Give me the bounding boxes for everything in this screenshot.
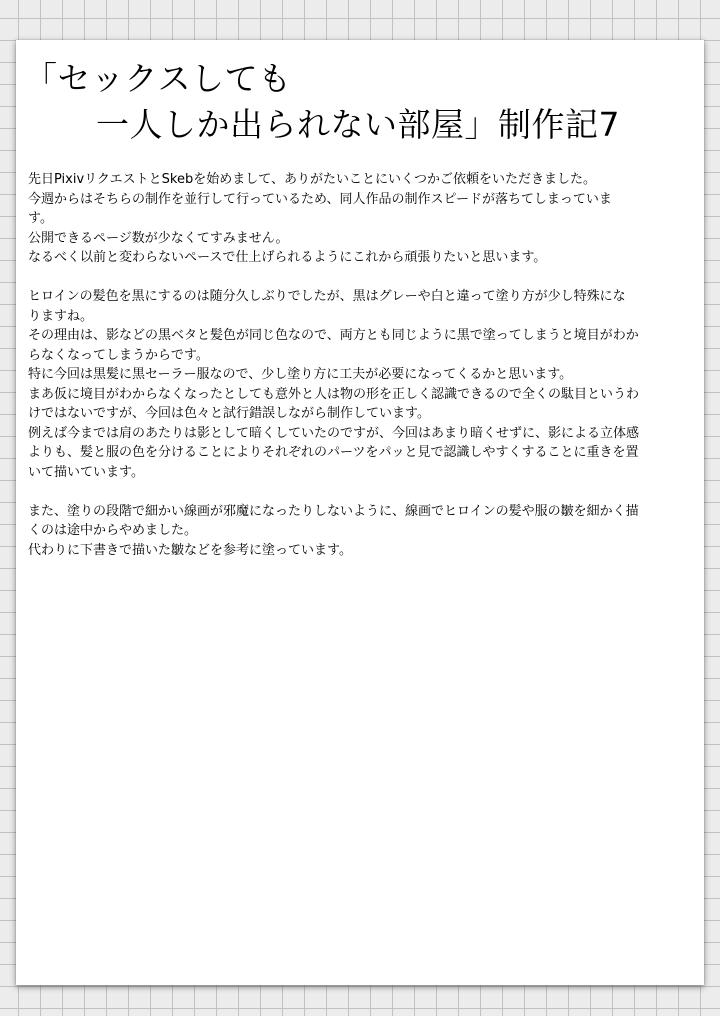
text-line: 特に今回は黒髪に黒セーラー服なので、少し塗り方に工夫が必要になってくるかと思います。 <box>28 367 573 382</box>
paragraph-1 <box>28 170 668 268</box>
text-line: けではないですが、今回は色々と試行錯誤しながら制作しています。 <box>28 406 430 421</box>
text-line: また、塗りの段階で細かい線画が邪魔になったりしないように、線画でヒロインの髪や服の皺を細かく描 <box>28 503 639 519</box>
page-title <box>24 56 674 148</box>
text-line: その理由は、影などの黒ベタと髪色が同じ色なので、両方とも同じように黒で塗ってしまうと境目がわか <box>28 328 639 343</box>
paragraph-2 <box>28 287 668 482</box>
text-line: す。 <box>28 211 53 226</box>
text-line: らなくなってしまうからです。 <box>28 347 209 363</box>
text-line: 先日PixivリクエストとSkebを始めまして、ありがたいことにいくつかご依頼をいただきました。 <box>28 172 596 187</box>
text-line: 公開できるページ数が少なくてすみません。 <box>28 230 289 246</box>
text-line: 今週からはそちらの制作を並行して行っているため、同人作品の制作スピードが落ちてしまっていま <box>28 191 612 207</box>
title-line-1: 「セックスしても <box>24 59 292 98</box>
text-line: 代わりに下書きで描いた皺などを参考に塗っています。 <box>28 542 352 558</box>
body-text <box>28 170 668 560</box>
text-line: りますね。 <box>28 308 94 324</box>
text-line: 例えば今までは肩のあたりは影として暗くしていたのですが、今回はあまり暗くせずに、影による立体感 <box>28 425 640 441</box>
text-line: いて描いています。 <box>28 464 144 480</box>
text-line: なるべく以前と変わらないペースで仕上げられるようにこれから頑張りたいと思います。 <box>28 250 547 265</box>
paragraph-3 <box>28 502 668 561</box>
text-line: まあ仮に境目がわからなくなったとしても意外と人は物の形を正しく認識できるので全くの駄目というわ <box>28 386 640 402</box>
text-line: よりも、髪と服の色を分けることによりそれぞれのパーツをパッと見で認識しやすくすることに重きを置 <box>28 445 639 460</box>
text-line: ヒロインの髪色を黒にするのは随分久しぶりでしたが、黒はグレーや白と違って塗り方が少し特殊にな <box>28 289 626 304</box>
title-line-2: 一人しか出られない部屋」制作記7 <box>96 105 620 144</box>
text-line: くのは途中からやめました。 <box>28 523 198 538</box>
